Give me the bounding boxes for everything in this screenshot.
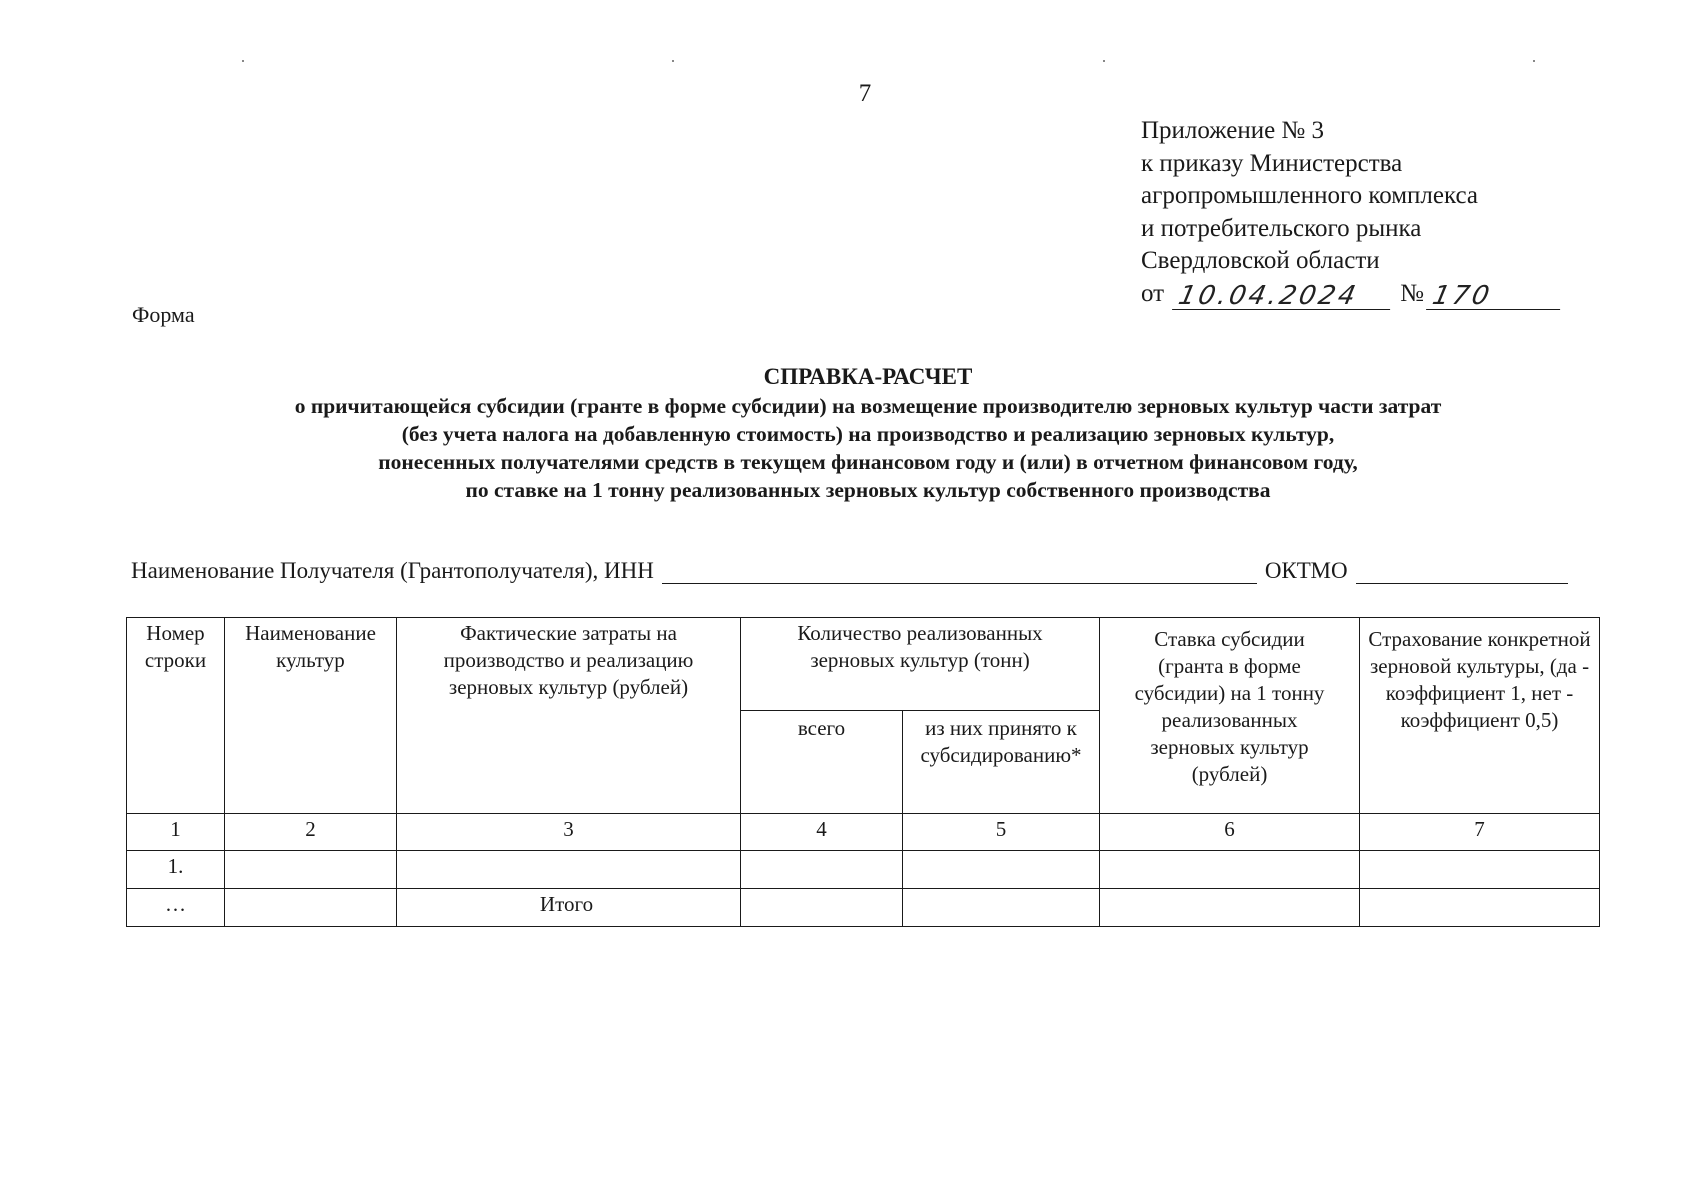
table-header-row [127, 618, 1600, 711]
header-quantity-total: всего [741, 711, 903, 814]
column-number-row [127, 814, 1600, 851]
scan-mark [242, 60, 244, 62]
appendix-line: агропромышленного комплекса [1141, 182, 1479, 209]
document-title: СПРАВКА-РАСЧЕТ [763, 364, 973, 389]
scan-mark [1533, 60, 1535, 62]
column-number: 1 [127, 814, 225, 851]
recipient-label: Наименование Получателя (Грантополучателя), ИНН [131, 558, 654, 583]
column-number: 2 [225, 814, 397, 851]
handwritten-number: 170 [1426, 283, 1566, 310]
document-subtitle-line: о причитающейся субсидии (гранте в форме субсидии) на возмещение производителю зерновых культур части затрат [294, 394, 1442, 418]
column-number: 4 [741, 814, 903, 851]
page-number: 7 [858, 80, 872, 107]
document-subtitle-line: (без учета налога на добавленную стоимость) на производство и реализацию зерновых культур, [401, 422, 1335, 446]
cell-accepted[interactable] [903, 851, 1100, 889]
cell-rate[interactable] [1100, 889, 1360, 927]
column-number: 6 [1100, 814, 1360, 851]
appendix-line: Свердловской области [1141, 247, 1380, 274]
appendix-line: Приложение № 3 [1141, 117, 1325, 144]
order-date-number-line [1141, 278, 1560, 311]
recipient-row [131, 558, 1568, 584]
appendix-line: и потребительского рынка [1141, 214, 1422, 242]
number-sign: № [1400, 279, 1424, 307]
document-subtitle-line: понесенных получателями средств в текущем финансовом году и (или) в отчетном финансовом году, [378, 450, 1358, 474]
handwritten-date: 10.04.2024 [1172, 283, 1396, 310]
cell-insurance[interactable] [1360, 851, 1600, 889]
cell-total-label: Итого [397, 889, 741, 927]
column-number: 3 [397, 814, 741, 851]
appendix-line: к приказу Министерства [1141, 149, 1403, 177]
header-insurance: Страхование конкретной зерновой культуры, (да - коэффициент 1, нет - коэффициент 0,5) [1360, 618, 1600, 814]
cell-total[interactable] [741, 889, 903, 927]
document-subtitle-line: по ставке на 1 тонну реализованных зерновых культур собственного производства [465, 478, 1271, 502]
table-row [127, 851, 1600, 889]
header-crop-name: Наименование культур [225, 618, 397, 814]
cell-costs[interactable] [397, 851, 741, 889]
scan-mark [672, 60, 674, 62]
recipient-inn-field[interactable] [662, 561, 1257, 584]
table-row [127, 889, 1600, 927]
header-quantity-accepted: из них принято к субсидированию* [903, 711, 1100, 814]
column-number: 7 [1360, 814, 1600, 851]
header-subsidy-rate: Ставка субсидии (гранта в форме субсидии) на 1 тонну реализованных зерновых культур (рублей) [1100, 618, 1360, 814]
cell-row-number: 1. [127, 851, 225, 889]
cell-crop[interactable] [225, 851, 397, 889]
calculation-table [126, 617, 1600, 927]
appendix-block [1141, 115, 1560, 310]
cell-insurance[interactable] [1360, 889, 1600, 927]
oktmo-label: ОКТМО [1264, 558, 1348, 583]
header-quantity-sold: Количество реализованных зерновых культур (тонн) [741, 618, 1100, 711]
cell-accepted[interactable] [903, 889, 1100, 927]
cell-total[interactable] [741, 851, 903, 889]
date-prefix: от [1141, 279, 1165, 307]
cell-crop[interactable] [225, 889, 397, 927]
header-actual-costs: Фактические затраты на производство и реализацию зерновых культур (рублей) [397, 618, 741, 814]
scan-mark [1103, 60, 1105, 62]
oktmo-field[interactable] [1356, 561, 1568, 584]
title-block [120, 362, 1616, 504]
cell-rate[interactable] [1100, 851, 1360, 889]
form-label: Форма [132, 302, 195, 327]
column-number: 5 [903, 814, 1100, 851]
header-row-number: Номер строки [127, 618, 225, 814]
cell-row-number: … [127, 889, 225, 927]
